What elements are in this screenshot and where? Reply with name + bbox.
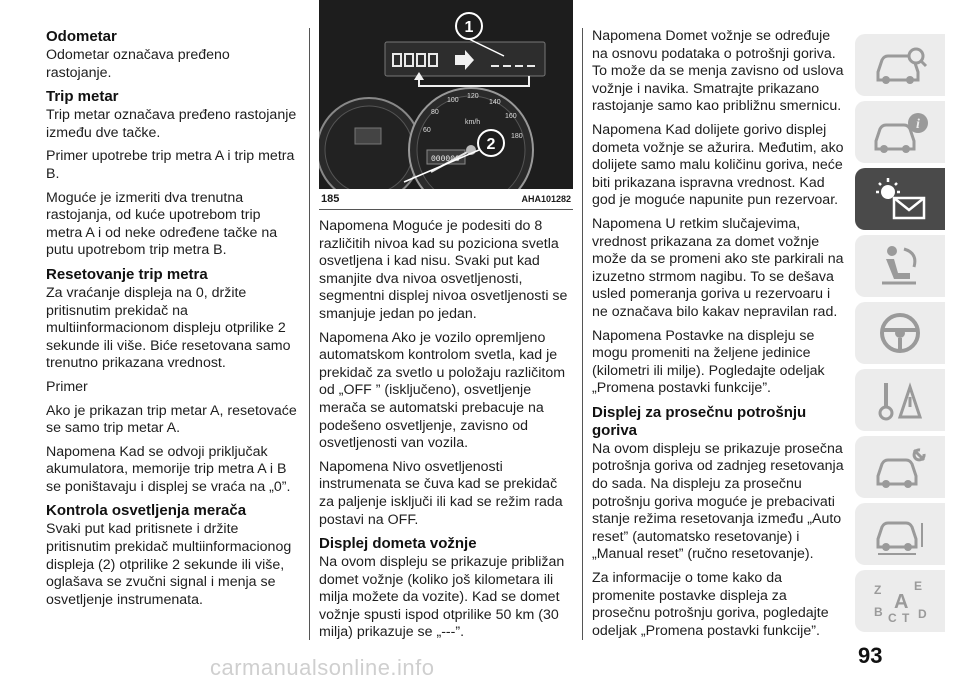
page-number: 93 [858,643,883,668]
index-letter: A [894,591,909,613]
instrument-cluster-illustration [319,0,573,189]
dial-number: 60 [423,127,431,134]
dial-number: 160 [505,113,517,120]
paragraph: Svaki put kad pritisnete i držite pritisnutim prekidač multiinformacionog displeja (2) otprilike 2 sekunde ili više, oglašava se zvučni signal i menja se osvetljenje instrumenata. [46,521,292,608]
tab-index[interactable] [855,570,945,632]
figure-caption [319,189,573,210]
heading-trip-metar: Trip metar [46,88,119,106]
column-left [46,28,298,615]
index-letter: E [914,579,923,593]
dial-number: 80 [431,109,439,116]
paragraph: Napomena Nivo osvetljenosti instrumenata se čuva kad se prekidač za paljenje isključi ili kad se režim rada postavi na OFF. [319,458,563,528]
paragraph: Napomena Ako je vozilo opremljeno automatskom kontrolom svetla, kad je prekidač za svetlo u položaju različitom od „OFF ” (isključeno), osvetljenje merača se automatski prebacuje na podešeno osvetljenje, zavisno od osvetljenosti van vozila. [319,329,566,452]
paragraph: Za vraćanje displeja na 0, držite pritisnutim prekidač na multiinformacionom displeju otprilike 2 sekunde ili više. Biće resetovana samo trenutno prikazana vrednost. [46,284,291,372]
index-letter: C [888,611,897,624]
heading-resetovanje: Resetovanje trip metra [46,265,208,283]
paragraph: Odometar označava pređeno rastojanje. [46,47,230,81]
heading-displej-dometa: Displej dometa vožnje [319,535,477,553]
tab-airbag[interactable] [855,235,945,297]
index-letter: D [918,607,927,621]
car-service-icon [870,444,930,490]
section-tabs [855,34,945,637]
alphabet-index-icon [870,578,930,624]
odometer-digits: 000000 [431,155,460,164]
dial-number: 120 [467,93,479,100]
column-divider [309,28,310,640]
tab-dimensions[interactable] [855,503,945,565]
tab-service[interactable] [855,436,945,498]
paragraph: Primer upotrebe trip metra A i trip metra B. [46,148,295,182]
car-dimensions-icon [870,511,930,557]
callout-2: 2 [486,136,496,153]
svg-text:i: i [916,117,920,132]
paragraph: Moguće je izmeriti dva trenutna rastojanja, od kuće upotrebom trip metra A i od neke određene tačke na putu upotrebom trip metra B. [46,189,278,259]
dial-number: 140 [489,99,501,106]
airbag-passenger-icon [870,243,930,289]
column-divider [582,28,583,640]
paragraph: Napomena Postavke na displeju se mogu promeniti na željene jedinice (kilometri ili milje). Pogledajte odeljak „Promena postavki funkcije”. [592,327,825,397]
tab-car-search[interactable] [855,34,945,96]
paragraph: Napomena Kad dolijete gorivo displej dometa vožnje se ažurira. Međutim, ako dolijete samo malu količinu goriva, neće biti prikazana ispravna vrednost. Kad god je moguće napunite pun rezervoar. [592,121,844,209]
tab-steering[interactable] [855,302,945,364]
tab-car-info[interactable] [855,101,945,163]
steering-wheel-icon [870,310,930,356]
heading-odometar: Odometar [46,28,117,45]
watermark: carmanualsonline.info [210,655,435,680]
tab-warning-lights[interactable] [855,168,945,230]
heading-kontrola-osvetljenja: Kontrola osvetljenja merača [46,502,247,520]
warning-light-envelope-icon [870,176,930,222]
callout-1: 1 [464,19,474,36]
column-right [592,28,848,646]
paragraph: Napomena U retkim slučajevima, vrednost prikazana za domet vožnje može da se promeni ako ste parkirali na izuzetno strmom nagibu. To se dešava usled pomeranja goriva u rezervoaru i ne označava bilo kakav nepravilan rad. [592,215,844,320]
paragraph: Na ovom displeju se prikazuje približan domet vožnje (koliko još kilometara ili milja možete da vozite). Kad se domet vožnje spusti ispod otprilike 50 km (30 milja) prikazuje se „---”. [319,554,565,641]
car-search-icon [870,42,930,88]
paragraph: Ako je prikazan trip metar A, resetovaće se samo trip metar A. [46,402,297,437]
instrument-cluster-figure [319,0,573,189]
figure-code: AHA101282 [521,194,571,204]
index-letter: Z [874,583,882,597]
paragraph: Napomena Moguće je podesiti do 8 različitih nivoa kad su poziciona svetla osvetljena i kad nisu. Svaki put kad smanjite dva nivoa osvetljenosti, segmentni displej nivoa osvetljenosti se smanjuje jedan po jedan. [319,218,568,322]
paragraph: Za informacije o tome kako da promenite postavke displeja za prosečnu potrošnju goriva, pogledajte odeljak „Promena postavki funkcije”. [592,570,829,639]
tab-breakdown[interactable] [855,369,945,431]
breakdown-tools-icon [870,377,930,423]
heading-prosecna-potrosnja: Displej za prosečnu potrošnju goriva [592,403,807,439]
paragraph: Primer [46,378,88,395]
dial-number: 180 [511,133,523,140]
car-info-icon [870,109,930,155]
index-letter: B [874,605,883,619]
paragraph: Napomena Domet vožnje se određuje na osnovu podataka o potrošnji goriva. To može da se menja zavisno od uslova vožnje i navika. Smatrajte prikazano rastojanje samo kao približnu smernicu. [592,28,844,115]
dial-unit: km/h [465,119,481,126]
column-middle [319,19,573,648]
index-letter: T [902,611,910,624]
dial-number: 100 [447,97,459,104]
figure-number: 185 [321,193,340,205]
paragraph: Napomena Kad se odvoji priključak akumulatora, memorije trip metra A i B se poništavaju i displej se vraća na „0”. [46,443,291,495]
paragraph: Trip metar označava pređeno rastojanje između dve tačke. [46,107,297,141]
paragraph: Na ovom displeju se prikazuje prosečna potrošnja goriva od zadnjeg resetovanja do sada. Na displeju za prosečnu potrošnju goriva moguće je prebacivati stanje režima resetovanja između „Auto reset” (automatsko resetovanje) i „Manual reset” (ručno resetovanje). [592,440,844,563]
